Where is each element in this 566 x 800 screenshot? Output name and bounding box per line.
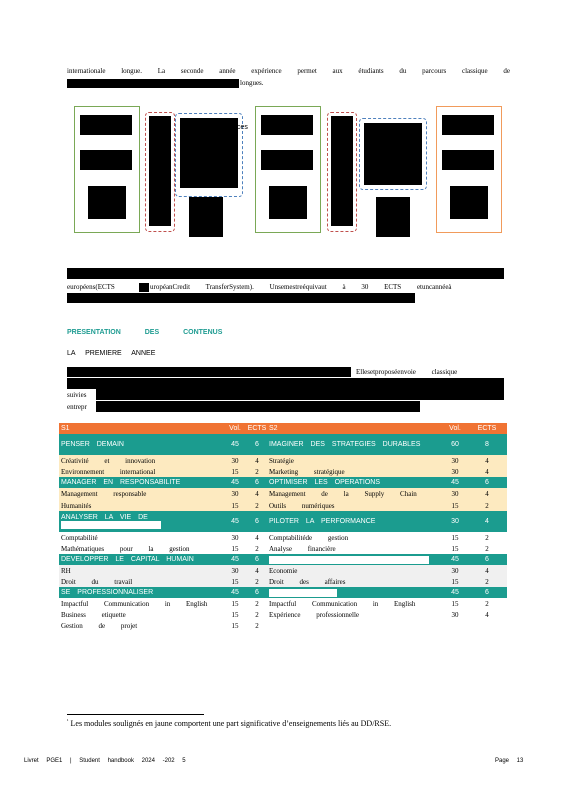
table-cell-c2: 45 [231, 518, 239, 525]
paragraph-end: Ellesetproposéenvoie classique [356, 368, 458, 376]
table-cell-c2: 45 [231, 589, 239, 596]
table-cell-c5: 45 [451, 589, 459, 596]
intro-line-1: internationale longue. La seconde année expérience permet aux étudiants du parcours classique de [67, 67, 511, 75]
header-ects1: ECTS [247, 425, 267, 432]
table-row [59, 455, 507, 466]
table-cell-c4 [267, 620, 443, 631]
table-cell-c5: 30 [451, 518, 459, 525]
table-cell-c6 [467, 620, 507, 631]
table-cell-c4: Droit des affaires [269, 577, 346, 586]
footnote-divider [67, 714, 204, 715]
table-cell-c1: Management responsable [61, 490, 147, 498]
table-cell-c6: 2 [485, 501, 489, 510]
diagram-redacted [331, 116, 353, 226]
table-cell-c4: PILOTER LA PERFORMANCE [269, 518, 376, 525]
table-row [59, 587, 507, 598]
table-cell-c2: 30 [231, 490, 239, 498]
table-cell-c3: 2 [255, 577, 259, 586]
table-cell-c6: 2 [485, 533, 489, 542]
table-cell-c4: IMAGINER DES STRATEGIES DURABLES [269, 441, 421, 448]
diagram-redacted [80, 150, 132, 170]
table-cell-c3: 6 [255, 556, 259, 563]
table-cell-c1: ANALYSER LA VIE DE [59, 511, 223, 532]
table-cell-c6: 4 [485, 610, 489, 619]
table-cell-c5 [443, 620, 467, 631]
table-row [59, 620, 507, 631]
diagram-redacted [376, 197, 410, 237]
table-cell-c1: Humanités [61, 501, 92, 510]
table-cell-c4: Stratégie [269, 456, 294, 465]
table-cell-c2: 15 [231, 599, 239, 608]
table-cell-c5: 30 [451, 467, 459, 476]
table-cell-c3: 2 [255, 599, 259, 608]
diagram-redacted [189, 197, 223, 237]
table-cell-c4: Comptabilitéde gestion [269, 533, 349, 542]
table-cell-c6: 6 [485, 556, 489, 563]
table-cell-c3: 2 [255, 544, 259, 553]
diagram-redacted [80, 115, 132, 135]
table-cell-c3: 6 [255, 441, 259, 448]
table-cell-c2: 30 [231, 533, 239, 542]
footer-page: Page 13 [495, 758, 524, 764]
paragraph-entrepr: entrepr [67, 403, 87, 411]
table-cell-c1: DEVELOPPER LE CAPITAL HUMAIN [61, 556, 194, 563]
table-cell-c1: Gestion de projet [61, 621, 138, 630]
header-s1: S1 [61, 425, 70, 432]
table-cell-c2: 45 [231, 479, 239, 486]
table-cell-c4: Management de la Supply Chain [269, 490, 417, 498]
footnote-marker: ¹ [67, 719, 69, 725]
table-cell-c2: 30 [231, 456, 239, 465]
table-cell-c6: 2 [485, 544, 489, 553]
intro-line-2-end: longues. [240, 79, 264, 87]
section-title: PRESENTATION DES CONTENUS [67, 329, 223, 336]
diagram-redacted [442, 115, 494, 135]
table-cell-c5: 15 [451, 501, 459, 510]
table-row [59, 477, 507, 488]
paragraph-suivies: suivies [67, 391, 87, 399]
table-cell-c1: RH [61, 566, 71, 575]
redacted-block [67, 293, 415, 303]
table-cell-c5: 30 [451, 610, 459, 619]
table-cell-c1: MANAGER EN RESPONSABILITE [61, 479, 181, 486]
table-cell-c1: Impactful Communication in English [61, 599, 208, 608]
redacted-white [269, 589, 337, 597]
redacted-block [67, 378, 504, 389]
diagram-redacted [269, 186, 307, 219]
table-cell-c3: 2 [255, 610, 259, 619]
table-cell-c1: Droit du travail [61, 577, 133, 586]
diagram-redacted [180, 118, 238, 188]
table-cell-c4: OPTIMISER LES OPERATIONS [269, 479, 381, 486]
table-cell-c3: 6 [255, 589, 259, 596]
section-subtitle: LA PREMIERE ANNEE [67, 350, 156, 357]
table-cell-c2: 15 [231, 544, 239, 553]
diagram-redacted [149, 116, 171, 226]
table-cell-c1: SE PROFESSIONNALISER [61, 589, 154, 596]
header-vol2: Vol. [449, 425, 461, 432]
header-vol1: Vol. [229, 425, 241, 432]
redacted-white [61, 521, 161, 529]
table-row [59, 565, 507, 576]
table-cell-c3: 4 [255, 566, 259, 575]
table-cell-c1: Comptabilité [61, 533, 98, 542]
header-ects2: ECTS [477, 425, 497, 432]
redacted-block [139, 283, 149, 292]
table-cell-c3: 4 [255, 456, 259, 465]
table-row [59, 609, 507, 620]
diagram-redacted [261, 115, 313, 135]
table-cell-c6: 6 [485, 589, 489, 596]
table-cell-c6: 8 [485, 441, 489, 448]
header-s2: S2 [269, 425, 278, 432]
table-cell-c4: Analyse financière [269, 544, 336, 553]
table-cell-c2: 15 [231, 467, 239, 476]
redacted-block [67, 79, 239, 88]
table-cell-c1: Business etiquette [61, 610, 126, 619]
footnote [67, 719, 391, 728]
table-cell-c6: 6 [485, 479, 489, 486]
table-row [59, 511, 507, 532]
table-row [59, 532, 507, 543]
table-row [59, 466, 507, 477]
footnote-text: Les modules soulignés en jaune comportent une part significative d’enseignements liés au DD/RSE. [70, 719, 392, 728]
curriculum-table [59, 423, 507, 631]
table-cell-c6: 2 [485, 577, 489, 586]
redacted-block [96, 401, 420, 412]
table-cell-c2: 15 [231, 621, 239, 630]
table-cell-c3: 6 [255, 518, 259, 525]
table-cell-c5: 15 [451, 599, 459, 608]
table-cell-c5: 45 [451, 479, 459, 486]
table-cell-c3: 2 [255, 621, 259, 630]
table-cell-c5: 30 [451, 566, 459, 575]
table-cell-c2: 45 [231, 556, 239, 563]
ects-text: uropéanCredit TransferSystem). Unsemestreéquivaut à 30 ECTS etuncannéeà [150, 283, 452, 291]
table-cell-c5: 15 [451, 577, 459, 586]
table-cell-c6: 4 [485, 566, 489, 575]
diagram-redacted [88, 186, 126, 219]
table-cell-c4: Outils numériques [269, 501, 335, 510]
table-cell-c3: 2 [255, 501, 259, 510]
table-cell-c5: 15 [451, 544, 459, 553]
table-cell-c2: 15 [231, 577, 239, 586]
table-row [59, 554, 507, 565]
footer-left: Livret PGE1 | Student handbook 2024 -202 5 [24, 758, 186, 764]
table-cell-c5: 15 [451, 533, 459, 542]
table-cell-c4 [267, 554, 443, 565]
table-row [59, 598, 507, 609]
table-cell-c2: 45 [231, 441, 239, 448]
table-cell-c4: Marketing stratégique [269, 467, 345, 476]
table-cell-c3: 2 [255, 467, 259, 476]
table-row [59, 500, 507, 511]
table-cell-c5: 30 [451, 456, 459, 465]
table-cell-c6: 4 [485, 456, 489, 465]
table-cell-c2: 15 [231, 501, 239, 510]
table-row [59, 576, 507, 587]
table-cell-c1: Mathématiques pour la gestion [61, 544, 190, 553]
table-row [59, 543, 507, 554]
table-cell-c5: 30 [451, 490, 459, 498]
table-row [59, 488, 507, 500]
table-cell-c6: 2 [485, 599, 489, 608]
table-cell-c4: Economie [269, 566, 298, 575]
table-cell-c2: 15 [231, 610, 239, 619]
table-cell-c4: Expérience professionnelle [269, 610, 359, 619]
table-cell-c1: Environnement international [61, 467, 156, 476]
table-header-row [59, 423, 507, 434]
redacted-block [67, 367, 351, 377]
table-cell-c5: 60 [451, 441, 459, 448]
table-cell-c4 [267, 587, 443, 598]
table-row [59, 434, 507, 455]
diagram-redacted [450, 186, 488, 219]
table-cell-c6: 4 [485, 518, 489, 525]
table-cell-c4: Impactful Communication in English [269, 599, 416, 608]
diagram-redacted [442, 150, 494, 170]
diagram-redacted [261, 150, 313, 170]
table-cell-c1: Créativité et innovation [61, 456, 156, 465]
diagram-fragment-label: ces [237, 124, 248, 131]
table-cell-c2: 30 [231, 566, 239, 575]
table-cell-c3: 4 [255, 490, 259, 498]
ects-text-start: européens(ECTS [67, 283, 115, 291]
table-body [59, 434, 507, 631]
table-cell-c6: 4 [485, 467, 489, 476]
redacted-block [67, 268, 504, 279]
table-cell-c3: 6 [255, 479, 259, 486]
diagram-redacted [364, 123, 422, 185]
redacted-block [96, 389, 504, 400]
table-cell-c6: 4 [485, 490, 489, 498]
table-cell-c1: PENSER DEMAIN [61, 441, 124, 448]
redacted-white [269, 556, 429, 564]
table-cell-c3: 4 [255, 533, 259, 542]
table-cell-c5: 45 [451, 556, 459, 563]
